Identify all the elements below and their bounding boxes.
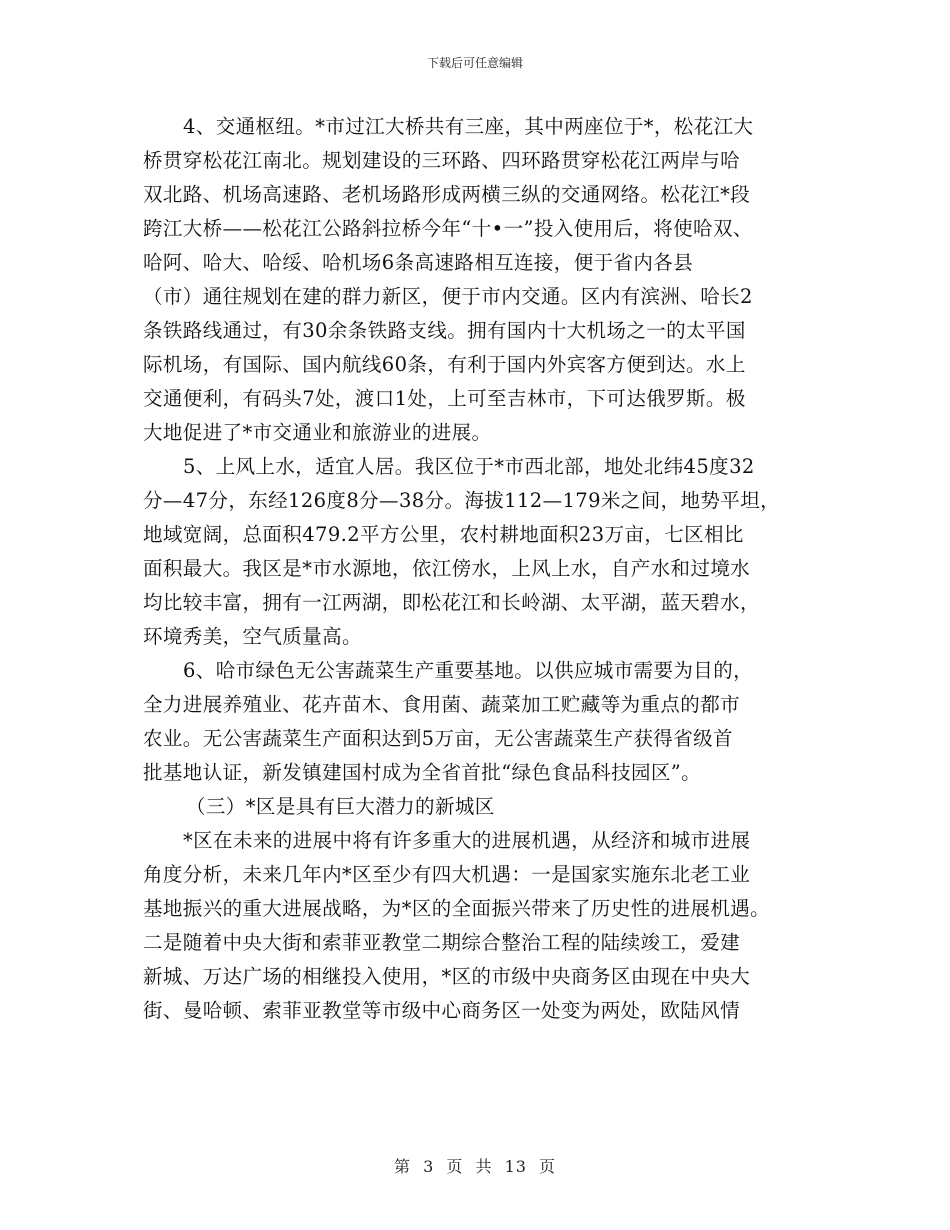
paragraph-line: 交通便利，有码头7处，渡口1处，上可至吉林市，下可达俄罗斯。极 <box>143 387 746 410</box>
paragraph-line: 新城、万达广场的相继投入使用，*区的市级中央商务区由现在中央大 <box>143 965 751 988</box>
footer-label-di: 第 <box>393 1157 411 1176</box>
paragraph-line: 大地促进了*市交通业和旅游业的进展。 <box>143 421 492 444</box>
footer-label-gong: 共 <box>475 1157 493 1176</box>
paragraph-line: 哈阿、哈大、哈绥、哈机场6条高速路相互连接，便于省内各县 <box>143 251 694 274</box>
paragraph-line: 际机场，有国际、国内航线60条，有利于国内外宾客方便到达。水上 <box>143 353 746 376</box>
paragraph-line: 跨江大桥——松花江公路斜拉桥今年“十•一”投入使用后，将使哈双、 <box>143 217 753 240</box>
paragraph-line: 双北路、机场高速路、老机场路形成两横三纵的交通网络。松花江*段 <box>143 183 751 206</box>
paragraph-line: 农业。无公害蔬菜生产面积达到5万亩，无公害蔬菜生产获得省级首 <box>143 727 733 750</box>
page-header: 下载后可任意编辑 <box>426 56 523 70</box>
page-footer <box>0 1154 950 1177</box>
paragraph-line: 6、哈市绿色无公害蔬菜生产重要基地。以供应城市需要为目的， <box>183 659 754 682</box>
paragraph-line: 二是随着中央大街和索菲亚教堂二期综合整治工程的陆续竣工，爱建 <box>143 931 741 954</box>
paragraph-line: 4、交通枢纽。*市过江大桥共有三座，其中两座位于*，松花江大 <box>183 115 754 138</box>
total-page-count: 13 <box>504 1157 527 1176</box>
paragraph-line: 基地振兴的重大进展战略，为*区的全面振兴带来了历史性的进展机遇。 <box>143 897 771 920</box>
paragraph-line: 5、上风上水，适宜人居。我区位于*市西北部，地处北纬45度32 <box>183 455 755 478</box>
footer-label-ye: 页 <box>446 1157 464 1176</box>
section-heading: （三）*区是具有巨大潜力的新城区 <box>186 795 495 818</box>
paragraph-line: 街、曼哈顿、索菲亚教堂等市级中心商务区一处变为两处，欧陆风情 <box>143 999 741 1022</box>
footer-label-ye: 页 <box>539 1157 557 1176</box>
paragraph-line: 条铁路线通过，有30余条铁路支线。拥有国内十大机场之一的太平国 <box>143 319 746 342</box>
paragraph-line: 批基地认证，新发镇建国村成为全省首批“绿色食品科技园区”。 <box>143 761 702 784</box>
paragraph-line: 桥贯穿松花江南北。规划建设的三环路、四环路贯穿松花江两岸与哈 <box>143 149 741 172</box>
paragraph-line: 面积最大。我区是*市水源地，依江傍水，上风上水，自产水和过境水 <box>143 557 751 580</box>
paragraph-line: 角度分析，未来几年内*区至少有四大机遇：一是国家实施东北老工业 <box>143 863 751 886</box>
paragraph-line: （市）通往规划在建的群力新区，便于市内交通。区内有滨洲、哈长2 <box>143 285 753 308</box>
paragraph-line: 全力进展养殖业、花卉苗木、食用菌、蔬菜加工贮藏等为重点的都市 <box>143 693 741 716</box>
current-page-number: 3 <box>423 1157 435 1176</box>
paragraph-line: 地域宽阔，总面积479.2平方公里，农村耕地面积23万亩，七区相比 <box>143 523 744 546</box>
paragraph-line: *区在未来的进展中将有许多重大的进展机遇，从经济和城市进展 <box>183 829 751 852</box>
paragraph-line: 分—47分，东经126度8分—38分。海拔112—179米之间，地势平坦， <box>143 489 780 512</box>
document-body <box>143 110 819 1028</box>
paragraph-line: 均比较丰富，拥有一江两湖，即松花江和长岭湖、太平湖，蓝天碧水， <box>143 591 760 614</box>
paragraph-line: 环境秀美，空气质量高。 <box>143 625 362 648</box>
